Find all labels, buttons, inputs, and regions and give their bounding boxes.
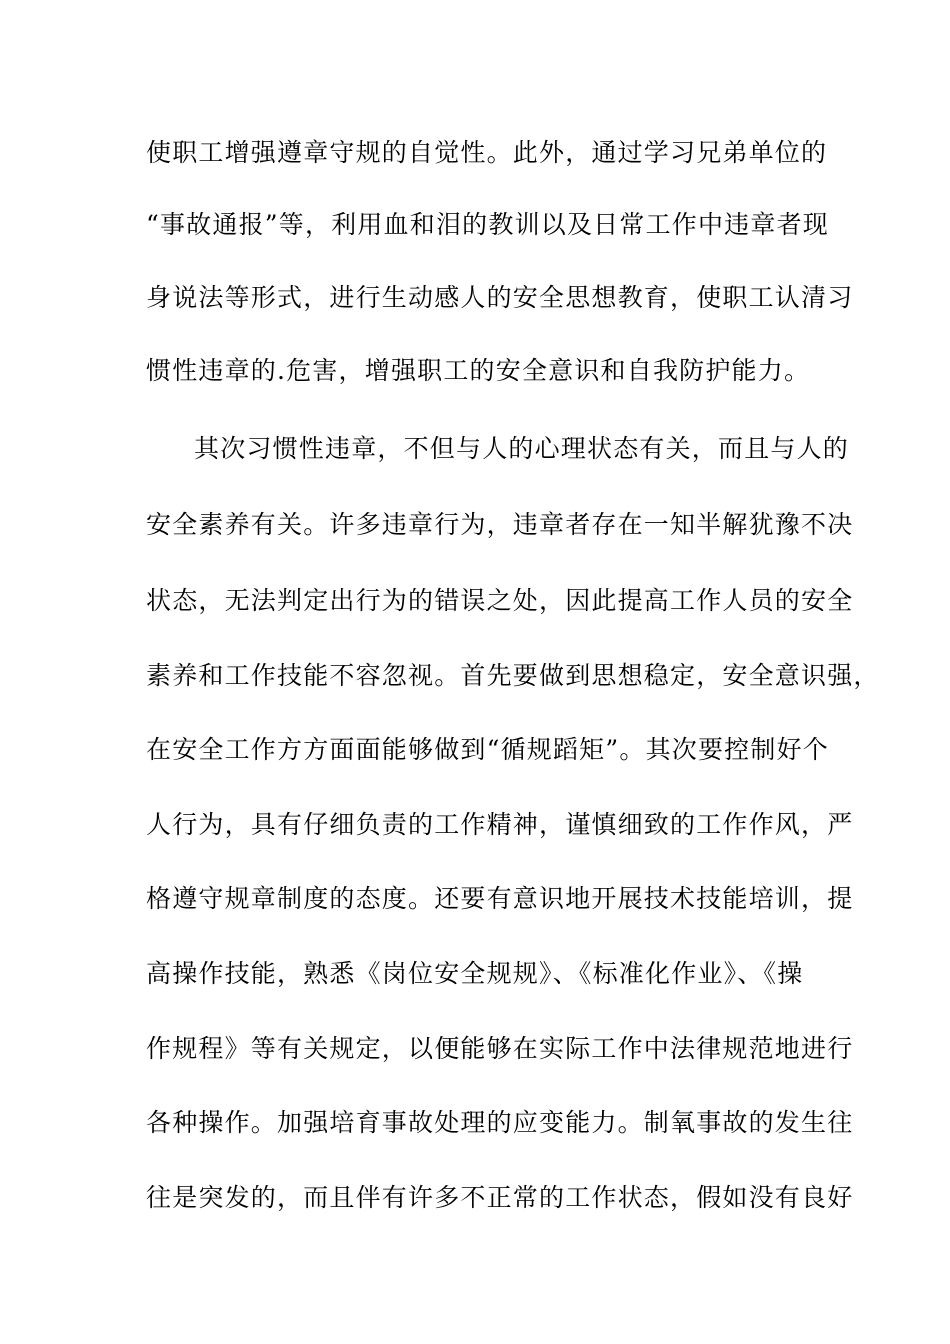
text-line: 往是突发的，而且伴有许多不正常的工作状态，假如没有良好: [146, 1183, 854, 1212]
text-line: 惯性违章的.危害，增强职工的安全意识和自我防护能力。: [146, 356, 811, 385]
text-line: 高操作技能，熟悉《岗位安全规规》、《标准化作业》、《操: [146, 959, 804, 988]
text-line: 格遵守规章制度的态度。还要有意识地开展技术技能培训，提: [146, 884, 854, 913]
text-line: 各种操作。加强培育事故处理的应变能力。制氧事故的发生往: [146, 1108, 854, 1137]
text-line: 状态，无法判定出行为的错误之处，因此提高工作人员的安全: [146, 586, 854, 615]
text-line: 作规程》等有关规定，以便能够在实际工作中法律规范地进行: [146, 1034, 854, 1063]
text-line: 安全素养有关。许多违章行为，违章者存在一知半解犹豫不决: [146, 510, 854, 539]
paragraph-first-line: 其次习惯性违章，不但与人的心理状态有关，而且与人的: [194, 434, 850, 463]
text-line: 素养和工作技能不容忽视。首先要做到思想稳定，安全意识强，: [146, 661, 880, 690]
text-line: 身说法等形式，进行生动感人的安全思想教育，使职工认清习: [146, 283, 854, 312]
text-line: 在安全工作方方面面能够做到“循规蹈矩”。其次要控制好个: [146, 735, 829, 764]
text-line: 使职工增强遵章守规的自觉性。此外，通过学习兄弟单位的: [146, 138, 828, 167]
text-line: 人行为，具有仔细负责的工作精神，谨慎细致的工作作风，严: [146, 810, 854, 839]
text-line: “事故通报”等，利用血和泪的教训以及日常工作中违章者现: [146, 210, 829, 239]
